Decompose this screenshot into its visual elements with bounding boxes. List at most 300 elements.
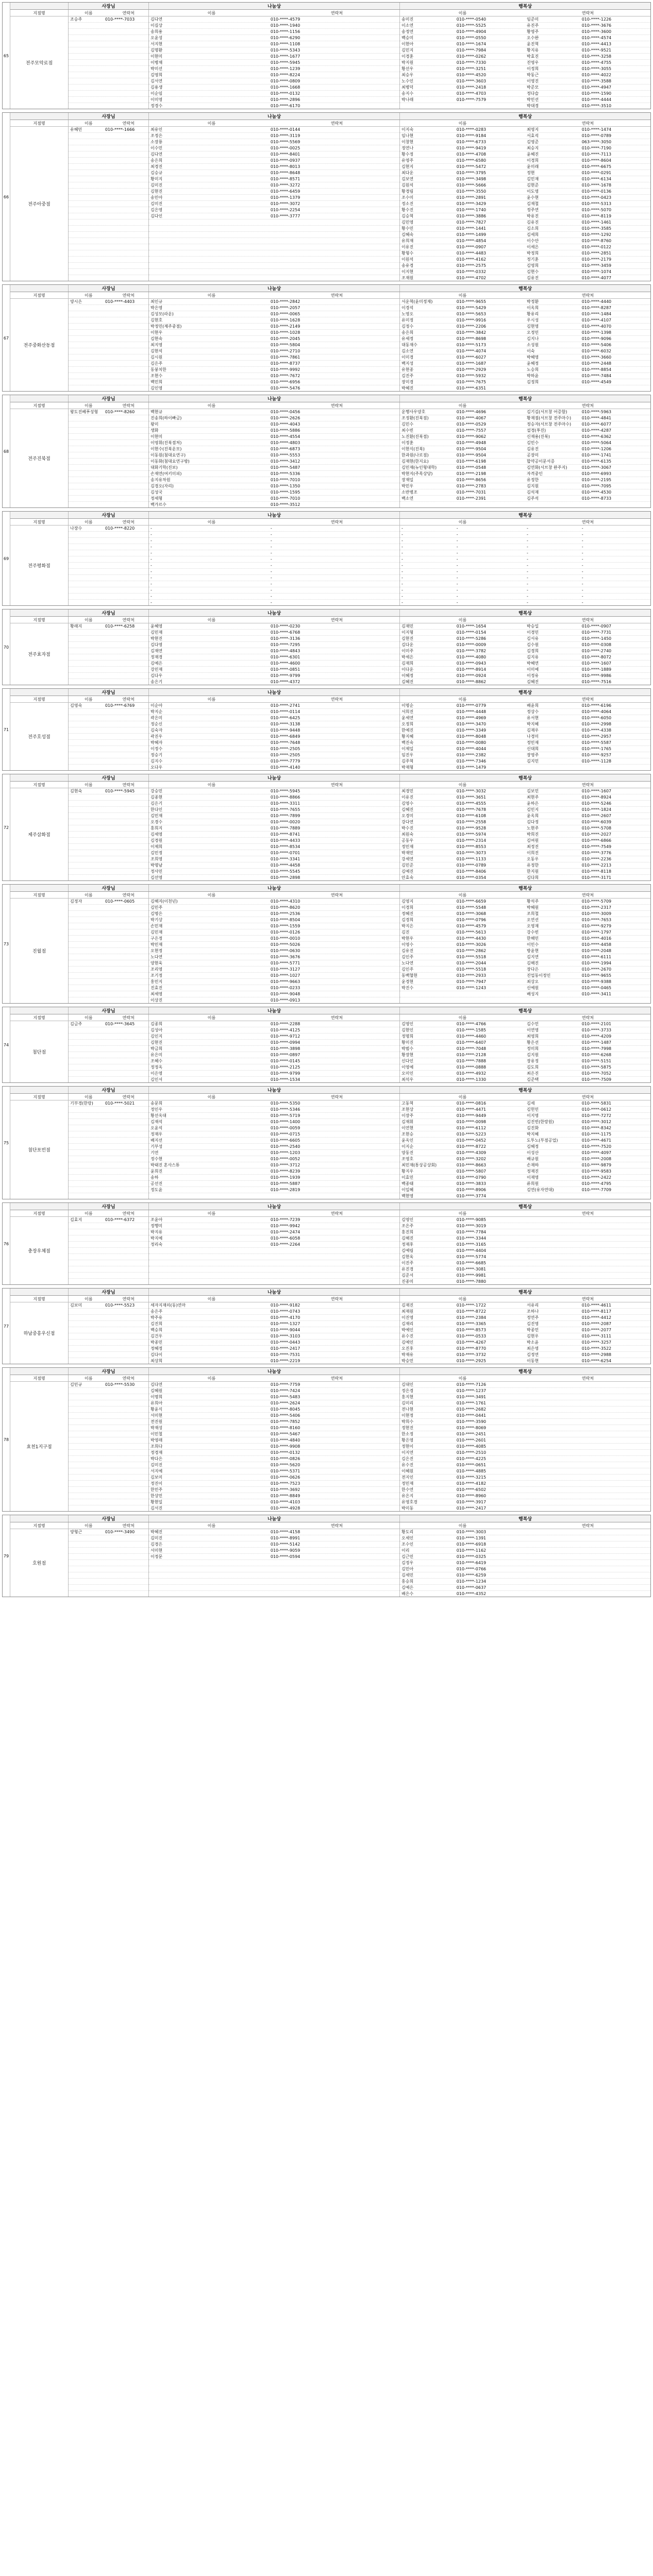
table-row	[400, 1413, 650, 1419]
table-row	[69, 942, 148, 948]
person-name: 송은희	[150, 158, 163, 163]
person-phone	[104, 1150, 148, 1156]
person-phone: 010-****-5429	[456, 306, 487, 310]
person-phone: 010-****-0715	[270, 1132, 300, 1137]
person-name: 오정희	[401, 722, 414, 726]
person-phone	[104, 997, 148, 1003]
table-row	[400, 1027, 650, 1033]
person-phone: 010-****-7678	[456, 807, 487, 812]
table-row	[149, 1144, 399, 1150]
person-phone: 010-****-6873	[270, 447, 300, 451]
table-row	[400, 929, 650, 936]
person-name: 백소연	[401, 496, 414, 501]
person-name	[149, 275, 270, 281]
person-name: 김인지	[150, 1034, 163, 1039]
person-phone: 010-****-9062	[456, 434, 487, 439]
person-name: 이유진	[401, 245, 414, 249]
table-row	[149, 556, 399, 563]
person-name	[69, 133, 104, 139]
person-phone: 010-****-4841	[581, 416, 612, 420]
table-row	[69, 275, 148, 281]
table-row	[69, 145, 148, 151]
person-name: 박혜영	[527, 355, 539, 360]
person-name	[69, 496, 104, 501]
owner-column	[69, 1382, 149, 1511]
person-phone	[104, 489, 148, 495]
mid-award-column	[149, 1529, 400, 1597]
person-phone: 010-****-0283	[456, 127, 487, 132]
person-name: 김정자	[70, 899, 82, 904]
table-row	[149, 911, 399, 917]
table-row	[149, 127, 399, 133]
person-phone	[104, 35, 148, 41]
person-phone	[104, 213, 148, 219]
table-row	[400, 23, 650, 29]
person-phone: 010-****-8760	[581, 239, 612, 243]
store-rows	[10, 1100, 650, 1199]
person-name: 김재희	[401, 661, 414, 666]
person-phone: 010-****-0943	[456, 661, 487, 666]
col-phone-header: 연락처	[330, 293, 343, 298]
store-rows	[10, 788, 650, 880]
table-row	[69, 538, 148, 544]
person-phone: 010-****-0144	[270, 127, 300, 132]
person-phone	[104, 1064, 148, 1070]
person-name	[69, 556, 104, 562]
person-name: 송유경	[401, 263, 414, 268]
person-name	[525, 1193, 581, 1199]
person-name: 정연나	[401, 146, 414, 150]
person-phone	[104, 207, 148, 213]
table-row	[149, 979, 399, 985]
table-row	[149, 1187, 399, 1193]
person-phone: 010-****-2048	[581, 948, 612, 953]
person-phone	[104, 917, 148, 923]
person-phone: 010-****-8698	[456, 336, 487, 341]
person-name: 소장룡	[150, 140, 163, 144]
table-row	[149, 967, 399, 973]
person-name	[69, 1266, 104, 1272]
person-name	[69, 1456, 104, 1462]
person-name: 김유진	[527, 276, 539, 280]
person-name: 김재휘	[401, 1120, 414, 1124]
person-name	[69, 1327, 104, 1333]
person-phone: 010-****-4574	[581, 36, 612, 40]
person-phone: 010-****-3917	[456, 1500, 487, 1504]
person-phone	[104, 1572, 148, 1578]
person-phone	[104, 385, 148, 391]
table-row	[69, 1572, 148, 1579]
person-phone: 010-****-9942	[270, 1224, 300, 1228]
person-phone: 010-****-4928	[270, 1506, 300, 1511]
person-phone: 010-****-3111	[581, 1334, 612, 1338]
person-phone: 010-****-1243	[456, 986, 487, 990]
col-header-mid	[149, 1014, 400, 1021]
person-name	[69, 746, 104, 752]
table-row	[69, 1505, 148, 1511]
table-row	[69, 1358, 148, 1364]
person-name	[69, 244, 104, 250]
person-phone	[104, 813, 148, 819]
person-phone: 010-****-3490	[105, 1530, 135, 1534]
table-row	[400, 1499, 650, 1505]
person-name	[69, 1033, 104, 1039]
person-name: 이소연	[401, 23, 414, 28]
person-name	[69, 201, 104, 207]
table-row	[149, 623, 399, 630]
person-name	[69, 317, 104, 323]
person-phone: 010-****-3603	[456, 79, 487, 83]
person-phone: -	[581, 526, 583, 531]
person-name	[69, 1193, 104, 1199]
table-row	[149, 1302, 399, 1309]
person-name: 손민재	[150, 924, 163, 928]
person-phone: 010-****-7998	[581, 1046, 612, 1051]
table-row	[400, 78, 650, 84]
person-name	[69, 1156, 104, 1162]
person-name: 조혜수	[150, 1059, 163, 1063]
col-name-header: 이름	[85, 617, 93, 622]
person-phone: 010-****-0809	[270, 79, 300, 83]
person-name: 박예인	[401, 1328, 414, 1332]
person-name	[69, 47, 104, 53]
table-row	[400, 1279, 650, 1284]
table-row	[400, 84, 650, 91]
table-row	[69, 973, 148, 979]
person-name: 송은희	[401, 330, 414, 335]
person-name	[69, 78, 104, 84]
table-row	[400, 936, 650, 942]
table-row	[149, 1181, 399, 1187]
person-phone	[104, 1400, 148, 1406]
person-phone: 010-****-7579	[456, 97, 487, 102]
person-name	[400, 502, 456, 507]
table-row	[400, 746, 650, 752]
person-name	[149, 1560, 270, 1566]
person-name: 정재우	[150, 1132, 163, 1137]
person-phone: 010-****-3072	[270, 201, 300, 206]
table-row	[149, 1346, 399, 1352]
owner-column	[69, 1021, 149, 1082]
person-name: 이현미	[150, 434, 163, 439]
table-row	[69, 1437, 148, 1444]
person-name	[69, 850, 104, 856]
store-body	[10, 395, 650, 507]
col-phone-header: 연락처	[330, 617, 343, 622]
person-phone: 010-****-3498	[456, 177, 487, 181]
person-name	[149, 219, 270, 225]
person-name: 김미리	[401, 1401, 414, 1405]
person-phone: 010-****-2448	[581, 361, 612, 366]
person-phone: 010-****-5064	[581, 440, 612, 445]
person-phone: 010-****-5530	[105, 1382, 135, 1387]
table-row	[149, 1585, 399, 1591]
table-row	[69, 813, 148, 819]
table-row	[69, 721, 148, 727]
col-name-header: 이름	[458, 1094, 467, 1099]
person-name	[525, 1529, 581, 1535]
person-phone: 010-****-1398	[581, 330, 612, 335]
table-row	[69, 213, 148, 219]
table-row	[69, 1193, 148, 1199]
person-name: 공장미	[527, 453, 539, 457]
col-phone-header: 연락처	[581, 293, 594, 298]
table-row	[69, 1456, 148, 1462]
person-phone: 010-****-3055	[581, 66, 612, 71]
person-name: 박민우	[401, 484, 414, 488]
person-phone: 010-****-5545	[270, 869, 300, 874]
group-header-last: 행복상	[518, 286, 532, 292]
person-name: 김보연	[401, 177, 414, 181]
table-row	[149, 734, 399, 740]
person-name: 노다연	[401, 961, 414, 965]
table-row	[400, 348, 650, 354]
person-phone: 010-****-6685	[456, 1261, 487, 1265]
col-name-header: 이름	[207, 697, 216, 702]
table-row	[149, 103, 399, 109]
group-header-row	[10, 885, 650, 892]
col-header-mid	[149, 892, 400, 898]
person-phone: 010-****-2505	[270, 747, 300, 751]
person-name: 서지현	[150, 42, 163, 46]
table-row	[400, 201, 650, 207]
table-row	[400, 1340, 650, 1346]
col-phone-header: 연락처	[581, 697, 594, 702]
person-phone: 010-****-3600	[581, 29, 612, 34]
person-name: 나장수	[70, 526, 82, 531]
person-phone: 010-****-3676	[270, 955, 300, 959]
person-name: 이경민	[527, 630, 539, 635]
table-row	[149, 1548, 399, 1554]
person-phone: 010-****-7947	[456, 979, 487, 984]
person-name: 이연영	[527, 1028, 539, 1032]
person-name: -	[401, 582, 403, 586]
table-row	[69, 844, 148, 850]
col-phone-header: 연락처	[122, 519, 135, 524]
person-phone: 010-****-7861	[270, 355, 300, 360]
person-phone	[104, 948, 148, 954]
person-phone: 010-****-3510	[581, 104, 612, 108]
person-phone: 010-****-3068	[456, 911, 487, 916]
person-name: 유수진	[401, 1334, 414, 1338]
person-phone: 010-****-1175	[581, 1132, 612, 1137]
person-phone: 010-****-6768	[270, 630, 300, 635]
person-name	[69, 1340, 104, 1345]
person-name: 김다운	[401, 642, 414, 647]
group-header-row	[10, 285, 650, 292]
person-phone	[104, 139, 148, 145]
table-row	[400, 703, 650, 709]
table-row	[149, 29, 399, 35]
person-name: 김재연	[150, 649, 163, 653]
person-phone	[456, 991, 525, 997]
person-phone: 010-****-4702	[456, 276, 487, 280]
table-row	[69, 979, 148, 985]
col-phone-header: 연락처	[330, 403, 343, 408]
person-phone: 010-****-4125	[270, 1028, 300, 1032]
person-phone	[104, 1223, 148, 1229]
person-phone	[104, 844, 148, 850]
person-phone: 010-****-0701	[270, 851, 300, 855]
person-phone	[581, 1444, 650, 1449]
table-row	[149, 991, 399, 997]
person-name: 장유정	[527, 1059, 539, 1063]
person-phone: 010-****-0540	[456, 17, 487, 22]
table-row	[69, 563, 148, 569]
table-row	[400, 305, 650, 311]
person-name: 박현진	[150, 636, 163, 641]
table-row	[69, 127, 148, 133]
person-phone: 010-****-0743	[270, 1309, 300, 1314]
person-name: 김현영	[527, 324, 539, 329]
col-header-owner	[69, 120, 149, 126]
person-name: -	[150, 538, 152, 543]
table-row	[149, 1388, 399, 1394]
person-phone	[104, 1499, 148, 1505]
person-phone: 010-****-5887	[270, 1181, 300, 1186]
person-phone: 010-****-6058	[270, 1236, 300, 1241]
person-phone	[581, 1450, 650, 1455]
table-row	[69, 569, 148, 575]
person-name: 구은정	[150, 936, 163, 941]
person-name: 이현우	[150, 330, 163, 335]
person-phone	[581, 1499, 650, 1505]
table-row	[149, 1138, 399, 1144]
person-name: 이창현	[401, 140, 414, 144]
table-row	[400, 195, 650, 201]
person-phone: 010-****-6196	[581, 703, 612, 708]
person-name	[69, 151, 104, 157]
person-name: -	[527, 594, 528, 599]
store-block	[2, 1288, 651, 1364]
person-phone: 010-****-0132	[270, 91, 300, 96]
table-row	[149, 581, 399, 587]
table-row	[69, 1162, 148, 1168]
person-name	[69, 23, 104, 28]
col-phone-header: 연락처	[581, 1523, 594, 1528]
table-row	[69, 483, 148, 489]
table-row	[400, 1175, 650, 1181]
person-phone: 010-****-3491	[456, 1395, 487, 1399]
person-name: 송정연	[401, 29, 414, 34]
col-name-header: 이름	[85, 293, 93, 298]
person-name	[69, 54, 104, 59]
person-name	[69, 489, 104, 495]
person-name	[69, 41, 104, 47]
person-phone: 010-****-4016	[581, 936, 612, 941]
person-name: 정정옥	[150, 1065, 163, 1070]
table-row	[69, 1499, 148, 1505]
person-name	[69, 379, 104, 385]
table-row	[149, 960, 399, 967]
person-phone	[104, 979, 148, 985]
person-name: 공선진	[150, 1181, 163, 1186]
col-phone-header: 연락처	[581, 519, 594, 524]
person-phone: 010-****-1133	[456, 857, 487, 861]
col-header-last	[400, 402, 650, 409]
person-phone: 010-****-6301	[270, 655, 300, 659]
person-phone: 010-****-2384	[456, 1315, 487, 1320]
person-name	[525, 1554, 581, 1560]
person-name: 강승민	[150, 789, 163, 793]
person-name: 김서진	[150, 1506, 163, 1511]
person-phone: 010-****-4755	[581, 60, 612, 65]
person-name: 소성원	[527, 343, 539, 347]
table-row	[69, 1223, 148, 1229]
person-name: 유진주	[527, 23, 539, 28]
person-name	[69, 832, 104, 837]
person-name: 김현숙	[150, 336, 163, 341]
table-row	[69, 1321, 148, 1327]
owner-column	[69, 409, 149, 507]
person-name	[69, 263, 104, 268]
person-phone: 010-****-7346	[456, 759, 487, 764]
person-phone: 010-****-3512	[270, 502, 300, 507]
person-phone: 010-****-6258	[105, 624, 135, 629]
person-name: 정재진	[527, 1169, 539, 1174]
table-row	[149, 471, 399, 477]
table-row	[69, 133, 148, 139]
happy-award-column	[400, 1382, 650, 1511]
table-row	[400, 758, 650, 765]
person-phone: 010-****-6918	[456, 1542, 487, 1547]
col-header-owner	[69, 1210, 149, 1216]
person-phone: 010-****-5406	[581, 343, 612, 347]
person-phone: 010-****-2682	[456, 1407, 487, 1412]
person-name: 이성산	[527, 1150, 539, 1155]
person-phone: 010-****-5476	[270, 386, 300, 391]
person-phone: 010-****-1994	[581, 961, 612, 965]
person-phone: 010-****-1206	[581, 447, 612, 451]
person-phone: 010-****-7549	[581, 844, 612, 849]
person-name: -	[401, 588, 403, 592]
person-name: 유진경	[401, 1267, 414, 1272]
person-phone: 010-****-3660	[581, 355, 612, 360]
person-name: 조현승	[401, 1132, 414, 1137]
person-phone: 010-****-4309	[456, 1150, 487, 1155]
happy-award-column	[400, 127, 650, 281]
person-name	[69, 182, 104, 188]
happy-award-column	[400, 16, 650, 109]
person-name: 홍민지	[150, 979, 163, 984]
col-phone-header: 연락처	[330, 1296, 343, 1301]
table-row	[69, 428, 148, 434]
person-name: 정인우	[150, 1107, 163, 1112]
col-name-header: 이름	[458, 617, 467, 622]
group-header-blank	[10, 1203, 69, 1210]
table-row	[400, 35, 650, 41]
person-name: 오경미	[401, 814, 414, 818]
person-name: 이길상	[150, 23, 163, 28]
person-phone: 010-****-6362	[581, 434, 612, 439]
person-phone: 010-****-9085	[456, 1217, 487, 1222]
person-phone: 010-****-2670	[581, 967, 612, 972]
person-name: 박재유	[401, 1352, 414, 1357]
table-row	[149, 379, 399, 385]
col-name-header: 이름	[458, 1015, 467, 1020]
store-block	[2, 511, 651, 606]
person-phone	[104, 1585, 148, 1590]
table-row	[400, 1119, 650, 1125]
table-row	[149, 336, 399, 342]
store-body	[10, 689, 650, 770]
col-header-owner	[69, 1014, 149, 1021]
person-phone: 010-****-7779	[270, 759, 300, 764]
person-name: 윤혜진	[527, 152, 539, 157]
person-name	[69, 1554, 104, 1560]
person-phone	[104, 1279, 148, 1284]
person-name: 박지은	[401, 924, 414, 928]
